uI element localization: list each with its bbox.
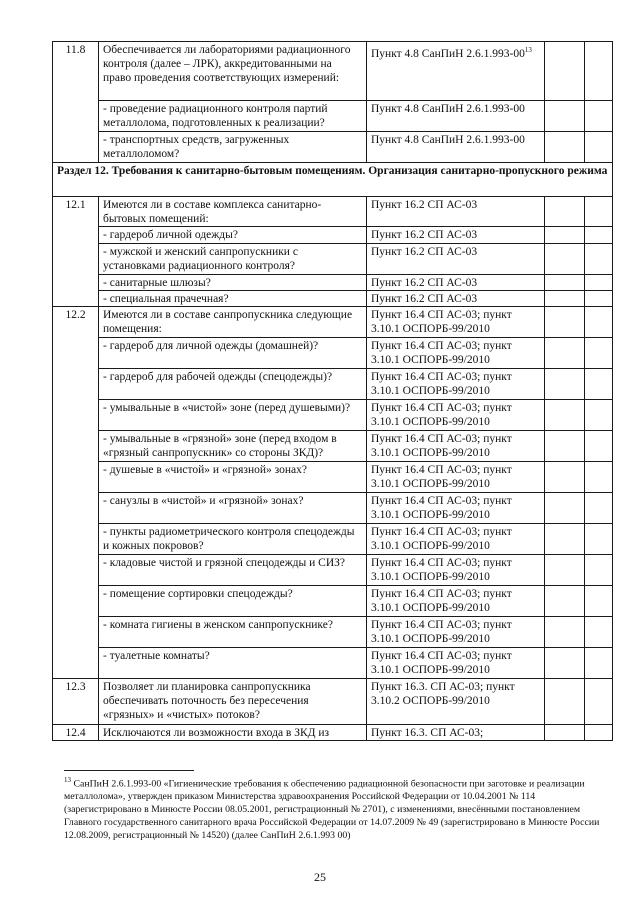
reference-cell (367, 42, 545, 101)
answer-cell (545, 307, 585, 338)
table-row (53, 274, 613, 290)
reference-cell (367, 400, 545, 431)
section-row (53, 163, 613, 197)
reference-cell (367, 197, 545, 227)
reference-text: Пункт 16.4 СП АС-03; пункт 3.10.1 ОСПОРБ-99/2010 (371, 433, 512, 460)
note-cell (585, 648, 613, 679)
answer-cell (545, 648, 585, 679)
answer-cell (545, 400, 585, 431)
reference-text: Пункт 16.4 СП АС-03; пункт 3.10.1 ОСПОРБ-99/2010 (371, 650, 512, 677)
answer-cell (545, 555, 585, 586)
answer-cell (545, 274, 585, 290)
note-cell (585, 243, 613, 274)
note-cell (585, 227, 613, 243)
question-cell: - умывальные в «грязной» зоне (перед входом в «грязный санпропускник» со стороны ЗКД)? (99, 431, 367, 462)
note-cell (585, 493, 613, 524)
question-cell: - помещение сортировки спецодежды? (99, 586, 367, 617)
question-cell: - транспортных средств, загруженных металлоломом? (99, 132, 367, 163)
answer-cell (545, 243, 585, 274)
footnote-ref: 13 (524, 46, 532, 54)
reference-text: Пункт 16.2 СП АС-03 (371, 245, 478, 258)
table-row (53, 307, 613, 338)
question-cell: - гардероб личной одежды? (99, 227, 367, 243)
question-cell: - душевые в «чистой» и «грязной» зонах? (99, 462, 367, 493)
answer-cell (545, 197, 585, 227)
footnote (64, 774, 604, 842)
checklist-table (52, 41, 613, 741)
answer-cell (545, 338, 585, 369)
note-cell (585, 462, 613, 493)
reference-text: Пункт 16.2 СП АС-03 (371, 229, 478, 242)
table-row (53, 369, 613, 400)
question-cell: - специальная прачечная? (99, 290, 367, 306)
reference-text: Пункт 16.4 СП АС-03; пункт 3.10.1 ОСПОРБ-99/2010 (371, 402, 512, 429)
reference-text: Пункт 16.4 СП АС-03; пункт 3.10.1 ОСПОРБ-99/2010 (371, 526, 512, 553)
answer-cell (545, 462, 585, 493)
table-row (53, 725, 613, 741)
question-cell: Исключаются ли возможности входа в ЗКД из (99, 725, 367, 741)
table-row (53, 338, 613, 369)
table-row (53, 617, 613, 648)
question-cell: Позволяет ли планировка санпропускника обеспечивать поточность без пересечения «грязных» и «чистых» потоков? (99, 679, 367, 725)
answer-cell (545, 42, 585, 101)
note-cell (585, 338, 613, 369)
reference-cell (367, 290, 545, 306)
note-cell (585, 132, 613, 163)
footnote-rule (64, 770, 194, 771)
reference-cell (367, 648, 545, 679)
checklist-sheet (52, 41, 612, 741)
answer-cell (545, 586, 585, 617)
answer-cell (545, 369, 585, 400)
page-number: 25 (314, 870, 326, 884)
question-cell: - комната гигиены в женском санпропускнике? (99, 617, 367, 648)
question-cell: - санузлы в «чистой» и «грязной» зонах? (99, 493, 367, 524)
question-cell: - проведение радиационного контроля партий металлолома, подготовленных к реализации? (99, 101, 367, 132)
reference-text: Пункт 16.2 СП АС-03 (371, 292, 478, 305)
item-number: 12.1 (53, 197, 99, 307)
note-cell (585, 307, 613, 338)
question-cell: - умывальные в «чистой» зоне (перед душевыми)? (99, 400, 367, 431)
reference-cell (367, 338, 545, 369)
note-cell (585, 42, 613, 101)
answer-cell (545, 132, 585, 163)
reference-cell (367, 524, 545, 555)
reference-cell (367, 274, 545, 290)
reference-cell (367, 586, 545, 617)
note-cell (585, 617, 613, 648)
reference-text: Пункт 4.8 СанПиН 2.6.1.993-00 (371, 47, 525, 60)
table-row (53, 586, 613, 617)
reference-cell (367, 101, 545, 132)
reference-text: Пункт 16.4 СП АС-03; пункт 3.10.1 ОСПОРБ-99/2010 (371, 340, 512, 367)
note-cell (585, 369, 613, 400)
answer-cell (545, 725, 585, 741)
reference-cell (367, 462, 545, 493)
note-cell (585, 586, 613, 617)
answer-cell (545, 493, 585, 524)
note-cell (585, 431, 613, 462)
reference-text: Пункт 16.4 СП АС-03; пункт 3.10.1 ОСПОРБ-99/2010 (371, 309, 512, 336)
question-cell: - туалетные комнаты? (99, 648, 367, 679)
question-cell: Имеются ли в составе комплекса санитарно-бытовых помещений: (99, 197, 367, 227)
reference-text: Пункт 16.4 СП АС-03; пункт 3.10.1 ОСПОРБ-99/2010 (371, 495, 512, 522)
reference-text: Пункт 4.8 СанПиН 2.6.1.993-00 (371, 103, 525, 115)
item-number: 12.4 (53, 725, 99, 741)
item-number: 12.3 (53, 679, 99, 725)
answer-cell (545, 101, 585, 132)
question-cell: - кладовые чистой и грязной спецодежды и СИЗ? (99, 555, 367, 586)
question-cell: - гардероб для рабочей одежды (спецодежды)? (99, 369, 367, 400)
table-row (53, 493, 613, 524)
table-row (53, 227, 613, 243)
question-cell: - гардероб для личной одежды (домашней)? (99, 338, 367, 369)
reference-cell (367, 132, 545, 163)
table-row (53, 524, 613, 555)
reference-text: Пункт 16.4 СП АС-03; пункт 3.10.1 ОСПОРБ-99/2010 (371, 464, 512, 491)
table-row (53, 290, 613, 306)
table-row (53, 648, 613, 679)
answer-cell (545, 290, 585, 306)
section-heading: Раздел 12. Требования к санитарно-бытовым помещениям. Организация санитарно-пропускного режима (53, 163, 613, 197)
reference-text: Пункт 4.8 СанПиН 2.6.1.993-00 (371, 134, 525, 146)
question-cell: Имеются ли в составе санпропускника следующие помещения: (99, 307, 367, 338)
footnote-marker: 13 (64, 776, 71, 784)
note-cell (585, 555, 613, 586)
note-cell (585, 400, 613, 431)
table-row (53, 431, 613, 462)
note-cell (585, 290, 613, 306)
reference-text: Пункт 16.4 СП АС-03; пункт 3.10.1 ОСПОРБ-99/2010 (371, 619, 512, 646)
table-row (53, 197, 613, 227)
reference-text: Пункт 16.2 СП АС-03 (371, 199, 478, 211)
footnote-text: СанПиН 2.6.1.993-00 «Гигиенические требования к обеспечению радиационной безопасности при заготовке и реализации металлолома», утвержден приказом Министерства здравоохранения Российской Федерации от 10.04.2001 № 114 (зарегистрировано в Минюсте России 08.05.2001, регистрационный № 2701), с изменениями, внесёнными постановлением Главного государственного санитарного врача Российской Федерации от 14.07.2009 № 49 (зарегистрировано в Минюсте России 12.08.2009, регистрационный № 14520) (далее СанПиН 2.6.1.993 00) (64, 778, 600, 842)
question-cell: - пункты радиометрического контроля спецодежды и кожных покровов? (99, 524, 367, 555)
reference-text: Пункт 16.3. СП АС-03; пункт 3.10.2 ОСПОРБ-99/2010 (371, 681, 515, 708)
table-row (53, 42, 613, 101)
answer-cell (545, 227, 585, 243)
answer-cell (545, 617, 585, 648)
note-cell (585, 524, 613, 555)
table-row (53, 679, 613, 725)
reference-cell (367, 725, 545, 741)
reference-cell (367, 493, 545, 524)
question-cell: Обеспечивается ли лабораториями радиационного контроля (далее – ЛРК), аккредитованными на право проведения соответствующих измерений: (99, 42, 367, 101)
reference-text: Пункт 16.4 СП АС-03; пункт 3.10.1 ОСПОРБ-99/2010 (371, 588, 512, 615)
table-row (53, 462, 613, 493)
question-cell: - санитарные шлюзы? (99, 274, 367, 290)
note-cell (585, 197, 613, 227)
table-row (53, 243, 613, 274)
reference-text: Пункт 16.4 СП АС-03; пункт 3.10.1 ОСПОРБ-99/2010 (371, 371, 512, 398)
answer-cell (545, 431, 585, 462)
table-row (53, 555, 613, 586)
question-cell: - мужской и женский санпропускники с установками радиационного контроля? (99, 243, 367, 274)
reference-text: Пункт 16.3. СП АС-03; (371, 727, 484, 740)
note-cell (585, 274, 613, 290)
reference-cell (367, 679, 545, 725)
reference-cell (367, 431, 545, 462)
answer-cell (545, 524, 585, 555)
reference-cell (367, 617, 545, 648)
item-number: 11.8 (53, 42, 99, 163)
answer-cell (545, 679, 585, 725)
item-number: 12.2 (53, 307, 99, 679)
reference-cell (367, 369, 545, 400)
reference-cell (367, 243, 545, 274)
table-row (53, 101, 613, 132)
table-row (53, 400, 613, 431)
reference-text: Пункт 16.4 СП АС-03; пункт 3.10.1 ОСПОРБ-99/2010 (371, 557, 512, 584)
reference-cell (367, 555, 545, 586)
note-cell (585, 725, 613, 741)
note-cell (585, 679, 613, 725)
reference-text: Пункт 16.2 СП АС-03 (371, 276, 478, 289)
table-row (53, 132, 613, 163)
reference-cell (367, 227, 545, 243)
note-cell (585, 101, 613, 132)
reference-cell (367, 307, 545, 338)
